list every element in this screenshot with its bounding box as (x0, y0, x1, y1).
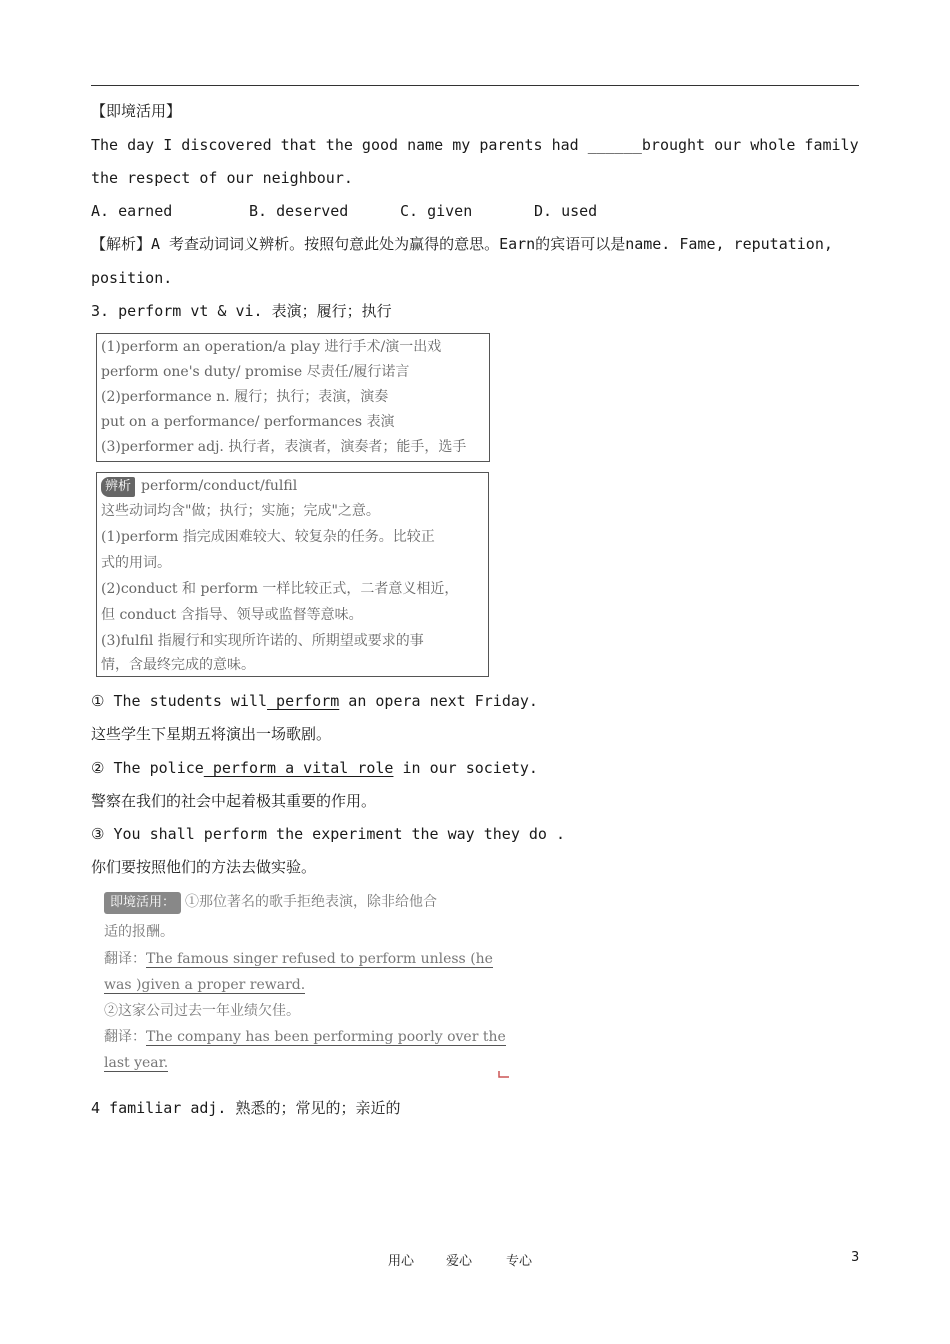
example-text: The students will (104, 692, 268, 710)
compare-title: perform/conduct/fulfil (141, 478, 298, 494)
compare-line: 这些动词均含"做；执行；实施；完成"之意。 (101, 503, 380, 519)
exercise-options (91, 201, 597, 221)
usage-box (96, 333, 490, 462)
compare-box (96, 472, 489, 677)
practice-badge: 即境活用： (104, 892, 181, 914)
practice-q1-line1 (104, 892, 437, 914)
answer-text: was )given a proper reward. (104, 977, 306, 993)
answer-text: last year. (104, 1055, 169, 1071)
option-b: B. deserved (249, 202, 349, 220)
answer-prefix: 翻译： (104, 951, 146, 967)
compare-line: (2)conduct 和 perform 一样比较正式，二者意义相近， (101, 581, 459, 597)
example-2-translation: 警察在我们的社会中起着极其重要的作用。 (91, 792, 377, 810)
exercise-heading: 【即境活用】 (91, 102, 182, 120)
page-number: 3 (851, 1250, 860, 1265)
exercise-sentence-line2: the respect of our neighbour. (91, 169, 353, 187)
entry4-title: 4 familiar adj. 熟悉的；常见的；亲近的 (91, 1099, 401, 1117)
option-c: C. given (400, 202, 473, 220)
footer-word: 专心 (506, 1254, 533, 1269)
compare-line: 情，含最终完成的意味。 (101, 657, 255, 673)
example-1-translation: 这些学生下星期五将演出一场歌剧。 (91, 725, 332, 743)
example-3-translation: 你们要按照他们的方法去做实验。 (91, 858, 317, 876)
practice-a1-line1 (104, 949, 493, 969)
footer-word: 用心 (388, 1254, 415, 1269)
usage-line: put on a performance/ performances 表演 (101, 414, 395, 430)
example-num: ① (91, 692, 105, 710)
compare-line: 式的用词。 (101, 555, 171, 571)
analysis-line1: 【解析】A 考查动词词义辨析。按照句意此处为赢得的意思。Earn的宾语可以是name. Fame, reputation, (91, 235, 833, 253)
example-3 (91, 824, 565, 844)
usage-line: (1)perform an operation/a play 进行手术/演一出戏 (101, 339, 442, 355)
compare-line: 但 conduct 含指导、领导或监督等意味。 (101, 607, 363, 623)
example-text: You shall perform the experiment the way they do . (104, 825, 566, 843)
practice-block (100, 886, 510, 1082)
entry3-title: 3. perform vt & vi. 表演；履行；执行 (91, 302, 392, 320)
example-1 (91, 691, 538, 711)
footer-word: 爱心 (446, 1254, 473, 1269)
usage-line: perform one's duty/ promise 尽责任/履行诺言 (101, 364, 410, 380)
answer-text: The company has been performing poorly over the (146, 1029, 506, 1045)
compare-header (101, 476, 297, 497)
example-text: The police (104, 759, 204, 777)
example-text: an opera next Friday. (339, 692, 538, 710)
option-a: A. earned (91, 202, 173, 220)
example-2 (91, 758, 538, 778)
example-num: ② (91, 759, 105, 777)
practice-q1-line2: 适的报酬。 (104, 924, 174, 940)
practice-q2: ②这家公司过去一年业绩欠佳。 (104, 1003, 300, 1019)
practice-q1-text: ①那位著名的歌手拒绝表演，除非给他合 (185, 894, 438, 910)
compare-tag: 辨析 (101, 477, 135, 497)
answer-prefix: 翻译： (104, 1029, 146, 1045)
compare-line: (3)fulfil 指履行和实现所许诺的、所期望或要求的事 (101, 633, 424, 649)
exercise-sentence-line1: The day I discovered that the good name my parents had ______brought our whole family (91, 136, 859, 154)
practice-a2-line2 (104, 1053, 168, 1073)
example-num: ③ (91, 825, 105, 843)
example-text: in our society. (393, 759, 538, 777)
header-rule (91, 85, 859, 86)
practice-a2-line1 (104, 1027, 506, 1047)
corner-mark-icon (498, 1070, 510, 1078)
example-answer: perform (267, 692, 340, 710)
answer-text: The famous singer refused to perform unless (he (146, 951, 493, 967)
compare-line: (1)perform 指完成困难较大、较复杂的任务。比较正 (101, 529, 435, 545)
usage-line: (2)performance n. 履行；执行；表演，演奏 (101, 389, 389, 405)
option-d: D. used (534, 202, 598, 220)
analysis-line2: position. (91, 269, 173, 287)
practice-a1-line2 (104, 975, 305, 995)
example-answer: perform a vital role (203, 759, 394, 777)
usage-line: (3)performer adj. 执行者，表演者，演奏者；能手，选手 (101, 439, 467, 455)
